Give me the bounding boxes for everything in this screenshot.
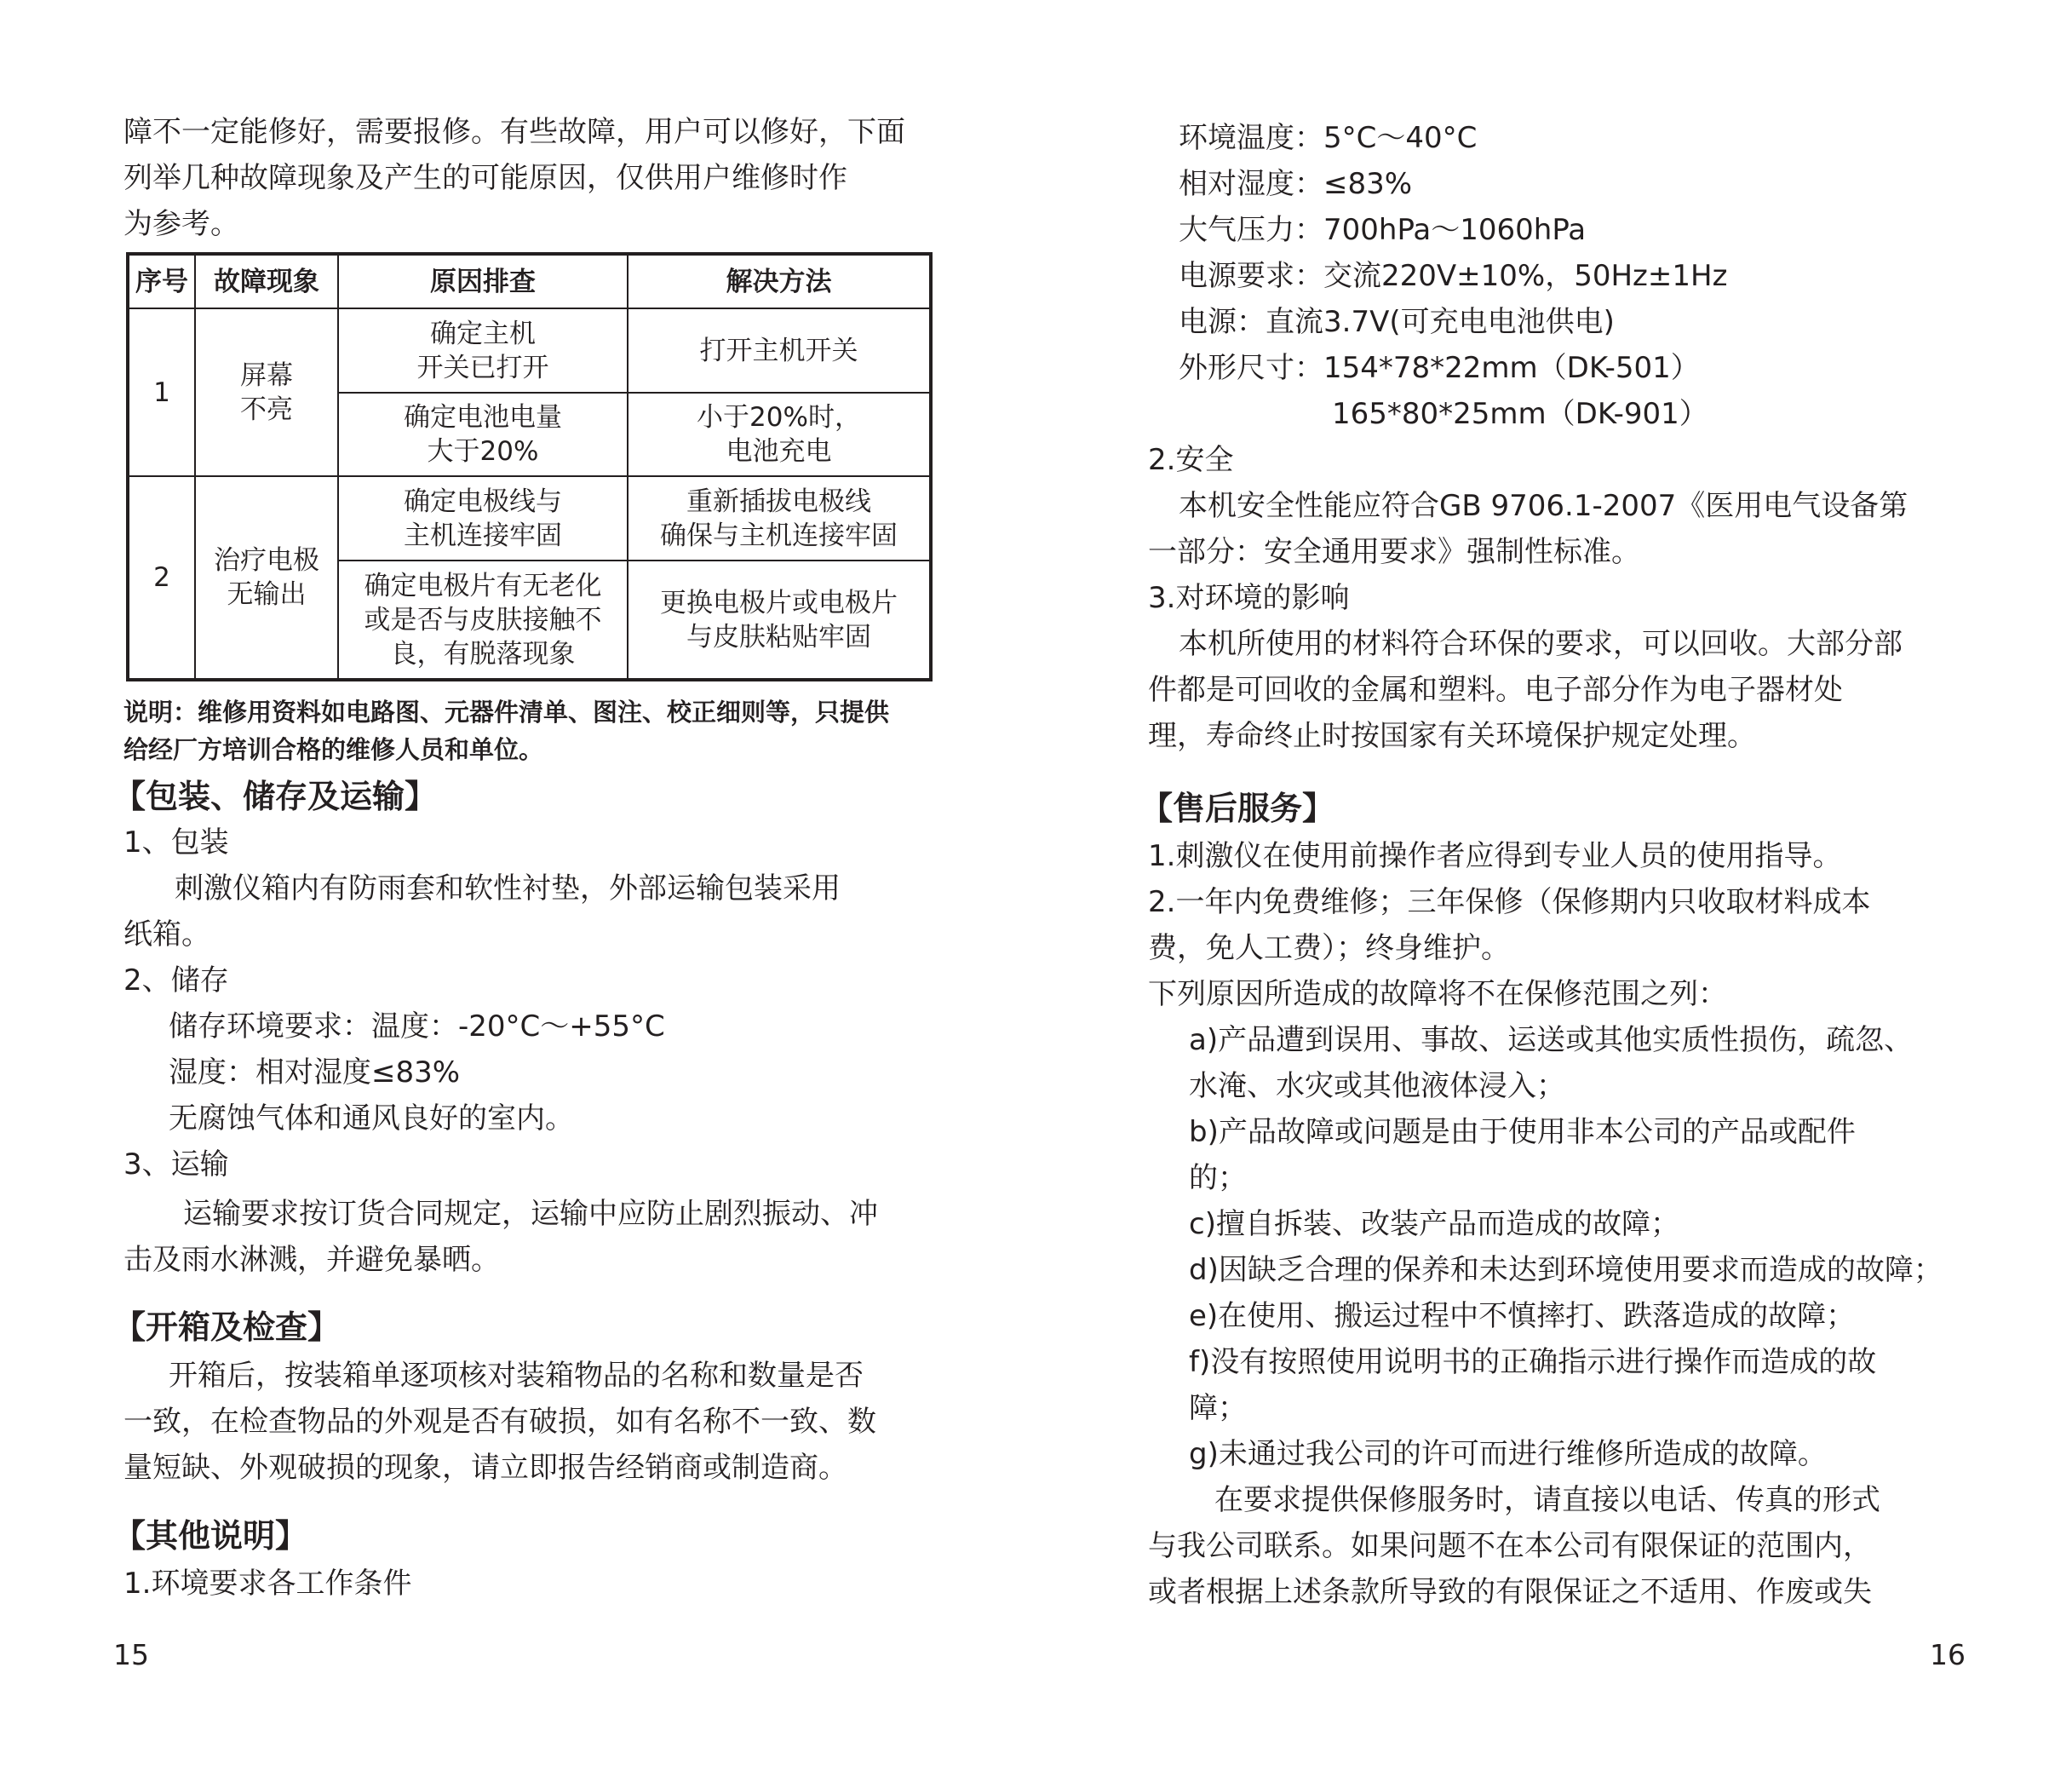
note-line: 说明：维修用资料如电路图、元器件清单、图注、校正细则等，只提供: [123, 698, 890, 727]
row-solution: 打开主机开关: [628, 308, 931, 393]
env-line: 大气压力：700hPa～1060hPa: [1179, 213, 1587, 247]
unpack-text: 开箱后，按装箱单逐项核对装箱物品的名称和数量是否: [169, 1359, 864, 1393]
closing-text: 在要求提供保修服务时，请直接以电话、传真的形式: [1214, 1483, 1880, 1517]
unpack-heading: 【开箱及检查】: [113, 1308, 341, 1346]
environment-text: 理，寿命终止时按国家有关环境保护规定处理。: [1148, 719, 1756, 753]
table-header-row: [128, 254, 931, 308]
table-row: [128, 308, 931, 393]
row-solution: 小于20%时， 电池充电: [628, 393, 931, 476]
closing-text: 与我公司联系。如果问题不在本公司有限保证的范围内，: [1148, 1529, 1872, 1563]
env-line: 环境温度：5°C～40°C: [1179, 121, 1478, 155]
row-cause: 确定电极线与 主机连接牢固: [338, 476, 628, 561]
row-number: 2: [128, 476, 195, 680]
service-item: 2.一年内免费维修；三年保修（保修期内只收取材料成本: [1148, 885, 1871, 919]
safety-text: 一部分：安全通用要求》强制性标准。: [1148, 535, 1640, 569]
other-heading: 【其他说明】: [113, 1517, 308, 1555]
row-solution: 重新插拔电极线 确保与主机连接牢固: [628, 476, 931, 561]
safety-text: 本机安全性能应符合GB 9706.1-2007《医用电气设备第: [1179, 489, 1908, 523]
row-cause: 确定电池电量 大于20%: [338, 393, 628, 476]
store-line: 湿度：相对湿度≤83%: [169, 1055, 461, 1090]
exclusion-line: e)在使用、搬运过程中不慎摔打、跌落造成的故障；: [1189, 1299, 1856, 1333]
env-line: 165*80*25mm（DK-901）: [1332, 397, 1708, 431]
other-item: 1.环境要求各工作条件: [123, 1567, 412, 1601]
exclusion-line: 水淹、水灾或其他液体浸入；: [1189, 1069, 1565, 1103]
header-no: 序号: [128, 254, 195, 308]
intro-line: 障不一定能修好，需要报修。有些故障，用户可以修好，下面: [123, 115, 905, 149]
environment-text: 件都是可回收的金属和塑料。电子部分作为电子器材处: [1148, 673, 1843, 707]
header-symptom: 故障现象: [195, 254, 338, 308]
exclusion-line: g)未通过我公司的许可而进行维修所造成的故障。: [1189, 1437, 1827, 1471]
header-cause: 原因排查: [338, 254, 628, 308]
safety-title: 2.安全: [1148, 443, 1234, 477]
exclusion-line: a)产品遭到误用、事故、运送或其他实质性损伤，疏忽、: [1189, 1023, 1914, 1057]
transport-text: 运输要求按订货合同规定，运输中应防止剧烈振动、冲: [183, 1197, 878, 1231]
exclusion-line: f)没有按照使用说明书的正确指示进行操作而造成的故: [1189, 1345, 1877, 1379]
store-title: 2、储存: [123, 963, 229, 998]
right-page: [1036, 0, 2072, 1771]
header-solution: 解决方法: [628, 254, 931, 308]
closing-text: 或者根据上述条款所导致的有限保证之不适用、作废或失: [1148, 1575, 1872, 1609]
exclusion-line: b)产品故障或问题是由于使用非本公司的产品或配件: [1189, 1115, 1856, 1149]
environment-title: 3.对环境的影响: [1148, 581, 1350, 615]
packing-heading: 【包装、储存及运输】: [113, 778, 438, 815]
env-line: 相对湿度：≤83%: [1179, 167, 1413, 201]
store-line: 无腐蚀气体和通风良好的室内。: [169, 1101, 574, 1136]
intro-line: 为参考。: [123, 207, 239, 241]
exclusion-line: 障；: [1189, 1391, 1247, 1425]
page-number: 15: [113, 1638, 149, 1671]
exclusion-line: 的；: [1189, 1161, 1247, 1195]
row-symptom: 治疗电极 无输出: [195, 476, 338, 680]
env-line: 电源：直流3.7V(可充电电池供电): [1179, 305, 1615, 339]
row-cause: 确定主机 开关已打开: [338, 308, 628, 393]
note-line: 给经厂方培训合格的维修人员和单位。: [123, 735, 544, 764]
env-line: 电源要求：交流220V±10%，50Hz±1Hz: [1179, 259, 1728, 293]
row-cause: 确定电极片有无老化 或是否与皮肤接触不 良，有脱落现象: [338, 561, 628, 680]
environment-text: 本机所使用的材料符合环保的要求，可以回收。大部分部: [1179, 627, 1903, 661]
exclusion-line: c)擅自拆装、改装产品而造成的故障；: [1189, 1207, 1679, 1241]
unpack-text: 量短缺、外观破损的现象，请立即报告经销商或制造商。: [123, 1451, 847, 1485]
row-solution: 更换电极片或电极片 与皮肤粘贴牢固: [628, 561, 931, 680]
exclusion-intro: 下列原因所造成的故障将不在保修范围之列：: [1148, 977, 1727, 1011]
service-item: 费，免人工费）；终身维护。: [1148, 931, 1510, 965]
transport-text: 击及雨水淋溅，并避免暴晒。: [123, 1243, 500, 1277]
pack-text: 刺激仪箱内有防雨套和软性衬垫，外部运输包装采用: [175, 871, 841, 906]
page-number: 16: [1930, 1638, 1966, 1671]
pack-title: 1、包装: [123, 825, 229, 860]
transport-title: 3、运输: [123, 1147, 229, 1182]
env-line: 外形尺寸：154*78*22mm（DK-501）: [1179, 351, 1700, 385]
row-number: 1: [128, 308, 195, 476]
unpack-text: 一致，在检查物品的外观是否有破损，如有名称不一致、数: [123, 1405, 876, 1439]
pack-text: 纸箱。: [123, 917, 210, 952]
service-heading: 【售后服务】: [1140, 790, 1335, 827]
row-symptom: 屏幕 不亮: [195, 308, 338, 476]
intro-line: 列举几种故障现象及产生的可能原因，仅供用户维修时作: [123, 161, 847, 195]
exclusion-line: d)因缺乏合理的保养和未达到环境使用要求而造成的故障；: [1189, 1253, 1943, 1287]
troubleshooting-table: [126, 252, 933, 681]
service-item: 1.刺激仪在使用前操作者应得到专业人员的使用指导。: [1148, 839, 1842, 873]
table-row: [128, 476, 931, 561]
store-line: 储存环境要求：温度：-20°C～+55°C: [169, 1009, 665, 1044]
